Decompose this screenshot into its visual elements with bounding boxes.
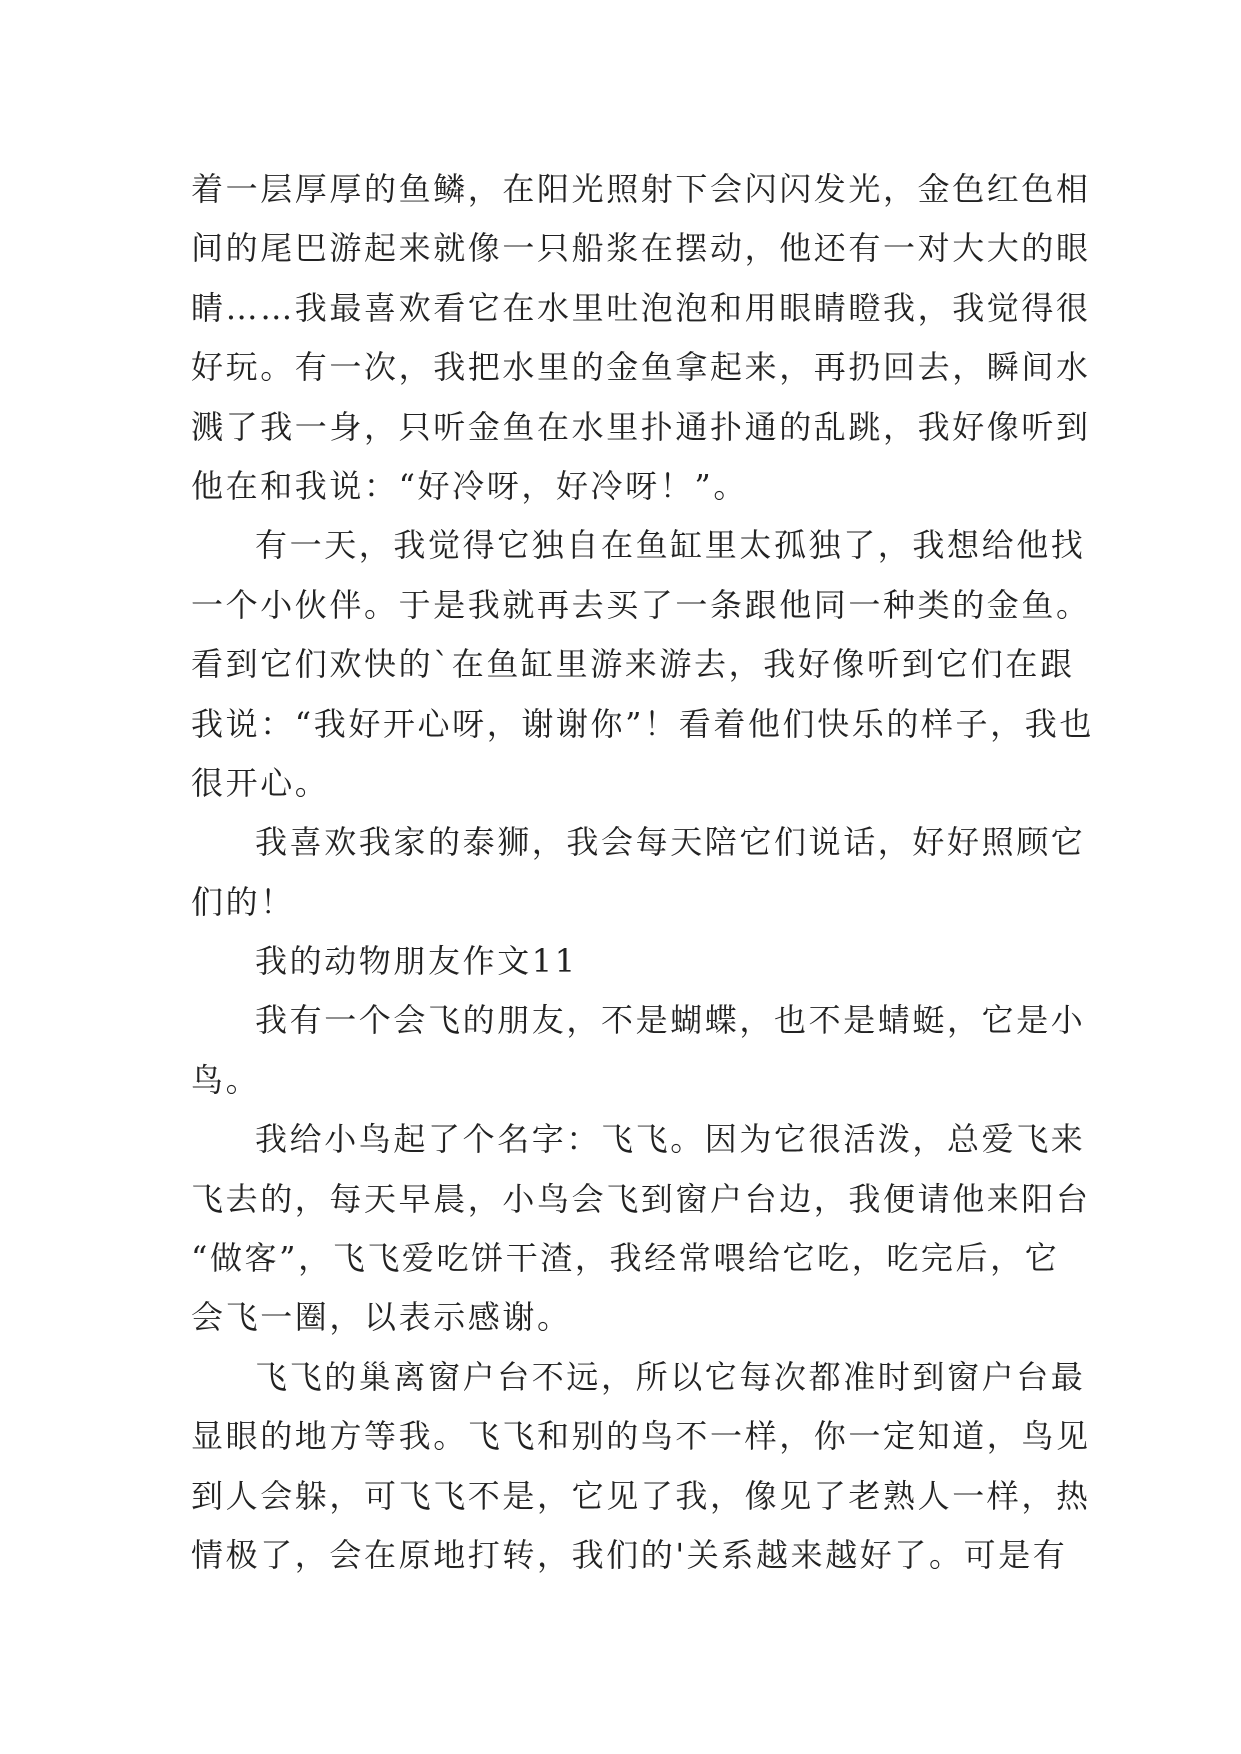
text-line: 们的！ (191, 882, 295, 921)
text-line: 会飞一圈，以表示感谢。 (191, 1298, 572, 1337)
text-line: 好玩。有一次，我把水里的金鱼拿起来，再扔回去，瞬间水 (191, 348, 1091, 387)
text-line: 显眼的地方等我。飞飞和别的鸟不一样，你一定知道，鸟见 (191, 1417, 1091, 1456)
text-line: 飞去的，每天早晨，小鸟会飞到窗户台边，我便请他来阳台 (191, 1179, 1091, 1218)
text-line: 他在和我说：“好冷呀，好冷呀！”。 (191, 466, 748, 505)
text-line: 我喜欢我家的泰狮，我会每天陪它们说话，好好照顾它 (255, 823, 1086, 862)
text-line: 我给小鸟起了个名字：飞飞。因为它很活泼，总爱飞来 (255, 1120, 1086, 1159)
text-line: 睛……我最喜欢看它在水里吐泡泡和用眼睛瞪我，我觉得很 (191, 288, 1091, 327)
text-line: 一个小伙伴。于是我就再去买了一条跟他同一种类的金鱼。 (191, 585, 1091, 624)
text-line: 着一层厚厚的鱼鳞，在阳光照射下会闪闪发光，金色红色相 (191, 170, 1091, 208)
text-line: 到人会躲，可飞飞不是，它见了我，像见了老熟人一样，热 (191, 1476, 1091, 1515)
text-line: 看到它们欢快的`在鱼缸里游来游去，我好像听到它们在跟 (191, 645, 1075, 684)
text-line: 间的尾巴游起来就像一只船浆在摆动，他还有一对大大的眼 (191, 229, 1091, 268)
text-line: 我有一个会飞的朋友，不是蝴蝶，也不是蜻蜓，它是小 (255, 1001, 1086, 1040)
text-line: 我说：“我好开心呀，谢谢你”！看着他们快乐的样子，我也 (191, 704, 1094, 743)
body-text (191, 160, 1094, 1585)
text-line: 鸟。 (191, 1060, 261, 1099)
text-line: 我的动物朋友作文11 (255, 942, 578, 981)
text-line: 很开心。 (191, 763, 330, 802)
text-line: 飞飞的巢离窗户台不远，所以它每次都准时到窗户台最 (255, 1357, 1086, 1396)
text-line: 有一天，我觉得它独自在鱼缸里太孤独了，我想给他找 (255, 526, 1086, 565)
text-line: “做客”，飞飞爱吃饼干渣，我经常喂给它吃，吃完后，它 (191, 1239, 1060, 1278)
text-line: 情极了，会在原地打转，我们的'关系越来越好了。可是有 (191, 1535, 1068, 1574)
text-line: 溅了我一身，只听金鱼在水里扑通扑通的乱跳，我好像听到 (191, 407, 1091, 446)
